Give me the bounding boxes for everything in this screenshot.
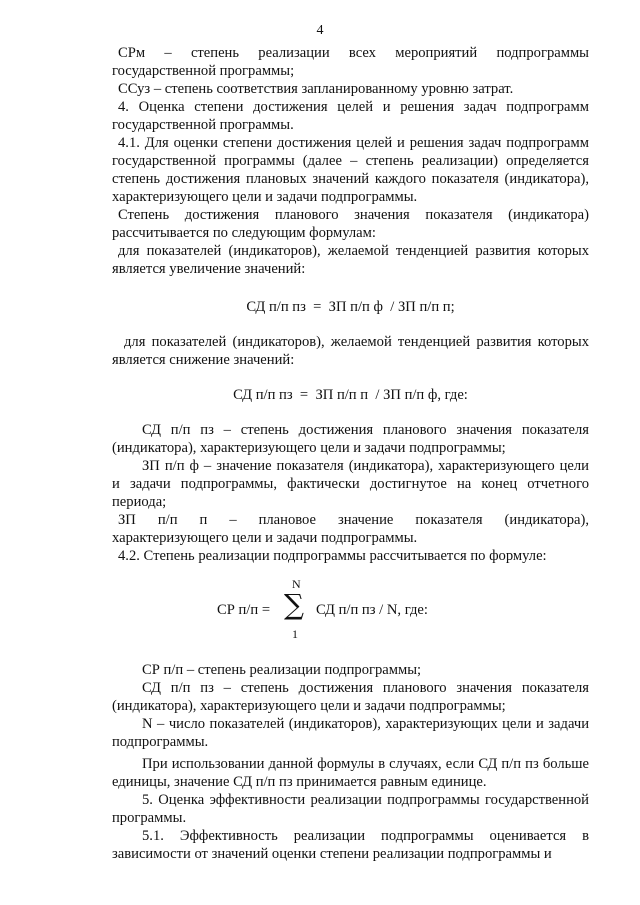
paragraph-formula-intro: Степень достижения планового значения показателя (индикатора) рассчитывается по следующим формулам: <box>112 207 589 241</box>
page-number: 4 <box>316 23 324 38</box>
definition-sd-pz: СД п/п пз – степень достижения планового значения показателя (индикатора), характеризующего цели и задачи подпрограммы; <box>112 422 589 456</box>
definition-zp-f: ЗП п/п ф – значение показателя (индикатора), характеризующего цели и задачи подпрограммы, фактически достигнутое на конец отчетного периода; <box>112 458 589 510</box>
formula-summation <box>112 575 589 647</box>
definition-zp-p <box>112 511 589 547</box>
word: – <box>229 512 237 528</box>
sum-lower-limit: 1 <box>292 627 298 641</box>
paragraph-srm-definition: СРм – степень реализации всех мероприятий подпрограммы государственной программы; <box>112 45 589 79</box>
word: п <box>199 512 208 528</box>
word: ЗП <box>118 512 136 528</box>
section-heading-5: 5. Оценка эффективности реализации подпрограммы государственной программы. <box>112 792 589 826</box>
definition-n: N – число показателей (индикаторов), характеризующих цели и задачи подпрограммы. <box>112 716 589 750</box>
formula-decrease: СД п/п пз = ЗП п/п п / ЗП п/п ф, где: <box>233 387 468 403</box>
sum-formula-left: СР п/п = <box>217 602 271 618</box>
paragraph-4-2: 4.2. Степень реализации подпрограммы рассчитывается по формуле: <box>118 548 547 564</box>
word: показателя <box>415 512 483 528</box>
formula-increase: СД п/п пз = ЗП п/п ф / ЗП п/п п; <box>246 299 455 315</box>
word: значение <box>338 512 394 528</box>
section-heading-4: 4. Оценка степени достижения целей и решения задач подпрограмм государственной программы. <box>112 99 589 133</box>
sum-formula-right: СД п/п пз / N, где: <box>316 602 428 618</box>
word: (индикатора), <box>504 512 589 528</box>
sigma-symbol: ∑ <box>284 588 304 621</box>
paragraph-ssuz-definition: ССуз – степень соответствия запланированному уровню затрат. <box>118 81 514 97</box>
word: плановое <box>258 512 317 528</box>
paragraph-cap-rule: При использовании данной формулы в случаях, если СД п/п пз больше единицы, значение СД п/п пз принимается равным единице. <box>112 756 589 790</box>
paragraph-4-1: 4.1. Для оценки степени достижения целей и решения задач подпрограмм государственной программы (далее – степень реализации) определяется степень достижения плановых значений каждого показателя (индикатора), характеризующего цели и задачи подпрограммы. <box>112 135 589 205</box>
paragraph-decrease-case: для показателей (индикаторов), желаемой тенденцией развития которых является снижение значений: <box>112 334 589 368</box>
definition-sd-pz-2: СД п/п пз – степень достижения планового значения показателя (индикатора), характеризующего цели и задачи подпрограммы; <box>112 680 589 714</box>
word: п/п <box>157 512 178 528</box>
sum-upper-limit: N <box>292 577 301 591</box>
paragraph-increase-case: для показателей (индикаторов), желаемой тенденцией развития которых является увеличение значений: <box>112 243 589 277</box>
definition-zp-p-rest: характеризующего цели и задачи подпрограммы. <box>112 530 418 546</box>
paragraph-5-1: 5.1. Эффективность реализации подпрограммы оценивается в зависимости от значений оценки степени реализации подпрограммы и <box>112 828 589 862</box>
document-body <box>112 44 589 863</box>
definition-sr-pp: СР п/п – степень реализации подпрограммы; <box>142 662 422 678</box>
definition-zp-p-first-line <box>112 511 589 529</box>
